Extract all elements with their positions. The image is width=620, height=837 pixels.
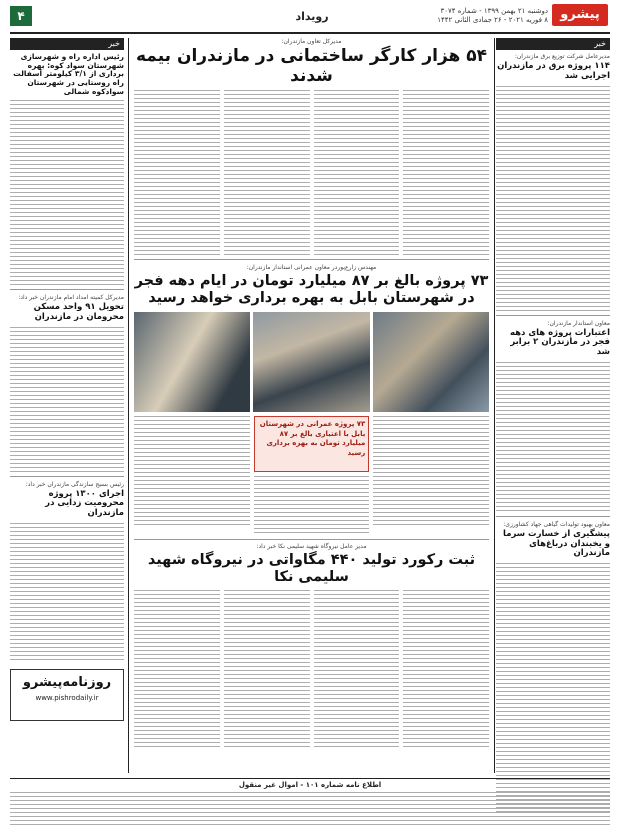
left-item3-title: اجرای ۱۳۰۰ پروژه محرومیت زدایی در مازندران	[45, 488, 124, 519]
newspaper-ad	[10, 669, 124, 721]
lead-kicker: مدیرکل تعاون مازندران:	[281, 38, 342, 45]
photo-row	[134, 312, 489, 412]
right-item2-kicker: معاون استاندار مازندران:	[547, 319, 610, 327]
right-column	[496, 38, 610, 773]
ad-url[interactable]: www.pishrodaily.ir	[35, 693, 99, 702]
text-column	[134, 590, 220, 750]
divider	[134, 539, 489, 540]
footer-title: اطلاع نامه شماره ۱۰۱ - اموال غیر منقول	[238, 781, 382, 789]
right-item2-title: اعتبارات پروژه های دهه فجر در مازندران ۲ برابر شد	[509, 327, 610, 358]
news-photo	[373, 312, 489, 412]
right-item1-kicker: مدیرعامل شرکت توزیع برق مازندران:	[514, 53, 610, 60]
third-body	[134, 590, 489, 750]
highlight-column	[254, 416, 370, 534]
date-line-persian: دوشنبه ۲۱ بهمن ۱۳۹۹ - شماره ۳۰۷۴	[440, 7, 548, 15]
right-item3-kicker: معاون بهبود تولیدات گیاهی جهاد کشاورزی:	[503, 520, 610, 528]
divider	[134, 259, 489, 260]
second-kicker: مهندس زارع‌پوردر معاون عمرانی استاندار مازندران:	[246, 264, 377, 272]
footer-rule	[10, 778, 610, 779]
text-column	[134, 90, 220, 255]
left-item2-title: تحویل ۹۱ واحد مسکن محرومان در مازندران	[33, 302, 124, 322]
third-kicker: مدیر عامل نیروگاه شهید سلیمی نکا خبر داد:	[256, 543, 367, 551]
lead-body	[134, 90, 489, 255]
date-line	[378, 7, 548, 25]
text-column	[373, 416, 489, 528]
ad-title: روزنامه‌پیشرو	[22, 674, 112, 690]
text-column	[224, 590, 310, 750]
right-column-label: خبر	[496, 38, 610, 50]
left-item2-body	[10, 327, 124, 472]
footer-body	[10, 792, 610, 828]
date-line-gregorian: ۸ فوریه ۲۰۲۱ - ۲۶ جمادی الثانی ۱۴۴۲	[437, 16, 548, 24]
second-body	[134, 416, 489, 534]
text-column	[403, 90, 489, 255]
left-column	[10, 38, 124, 773]
text-column	[254, 476, 370, 534]
highlight-box: ۷۳ پروژه عمرانی در شهرستان بابل با اعتباری بالغ بر ۸۷ میلیارد تومان به بهره برداری رسید	[254, 416, 370, 472]
text-column	[314, 590, 400, 750]
right-item3-body	[496, 563, 610, 813]
page-number: ۴	[10, 6, 32, 26]
divider	[10, 289, 124, 290]
column-rule	[494, 38, 495, 773]
right-item1-body	[496, 86, 610, 311]
newspaper-logo: پیشرو	[552, 4, 608, 26]
news-photo	[253, 312, 369, 412]
lead-headline: ۵۴ هزار کارگر ساختمانی در مازندران بیمه شدند	[136, 46, 487, 86]
left-item1-title: رئیس اداره راه و شهرسازی شهرستان سواد کوه: بهره برداری از ۳/۱ کیلومتر آسفالت راه روستایی در شهرستان سوادکوه شمالی	[13, 52, 124, 96]
section-title: رویداد	[295, 10, 329, 23]
third-headline: ثبت رکورد تولید ۴۴۰ مگاواتی در نیروگاه شهید سلیمی نکا	[147, 552, 476, 586]
divider	[10, 476, 124, 477]
right-item1-title: ۱۱۴ پروژه برق در مازندران اجرایی شد	[497, 61, 610, 81]
text-column	[314, 90, 400, 255]
divider	[496, 315, 610, 316]
second-headline-line1: ۷۳ پروژه بالغ بر ۸۷ میلیارد تومان در ایام دهه فجر	[134, 273, 489, 290]
divider	[496, 516, 610, 517]
left-column-label: خبر	[10, 38, 124, 50]
right-item2-body	[496, 362, 610, 512]
column-rule	[128, 38, 129, 773]
second-headline-line2: در شهرستان بابل به بهره برداری خواهد رسید	[148, 289, 475, 306]
text-column	[134, 416, 250, 528]
text-column	[224, 90, 310, 255]
left-item1-body	[10, 100, 124, 285]
left-item3-body	[10, 523, 124, 663]
news-photo	[134, 312, 250, 412]
header-rule	[10, 32, 610, 34]
center-area	[134, 38, 489, 773]
left-item3-kicker: رئیس بسیج سازندگی مازندران خبر داد:	[25, 480, 124, 488]
text-column	[403, 590, 489, 750]
right-item3-title: پیشگیری از خسارت سرما و یخبندان درباغ‌های مازندران	[503, 528, 610, 559]
left-item2-kicker: مدیرکل کمیته امداد امام مازندران خبر داد:	[18, 294, 124, 302]
